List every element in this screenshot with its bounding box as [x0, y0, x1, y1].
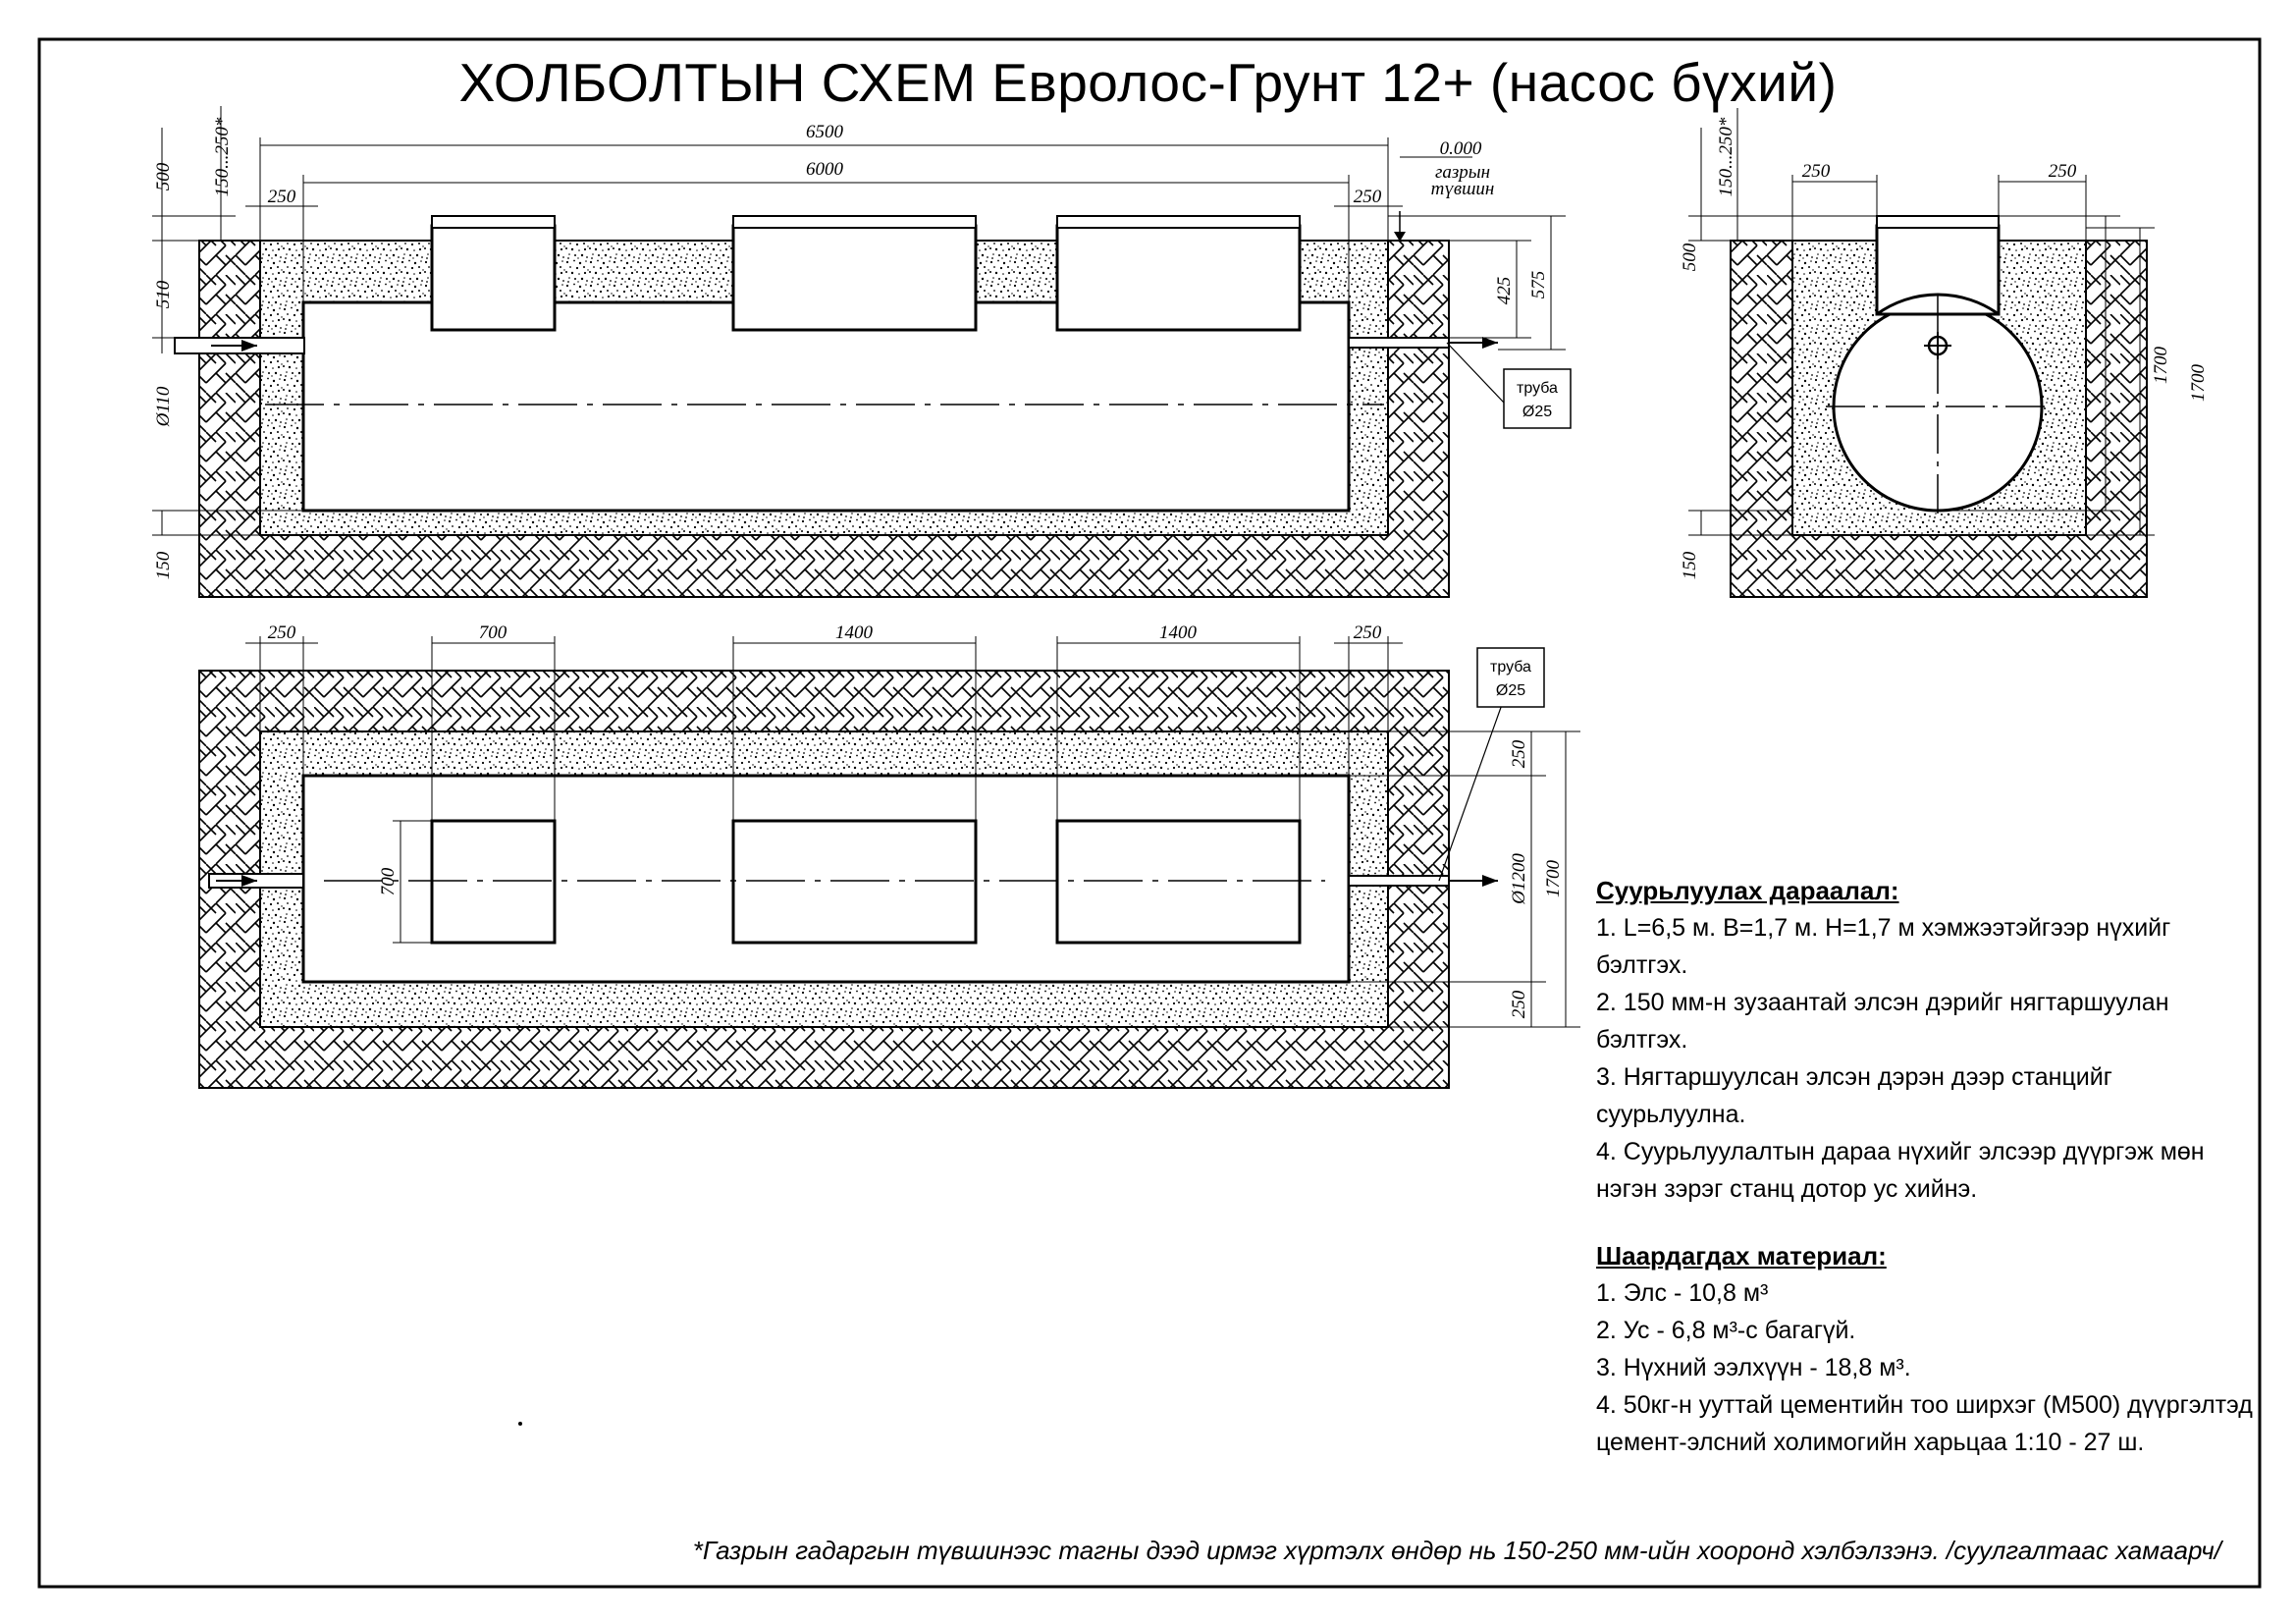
outlet-pipe	[1349, 876, 1449, 886]
module-opening	[733, 821, 976, 943]
outlet-pipe	[1349, 338, 1449, 348]
tank-neck	[1057, 226, 1300, 330]
side-view	[152, 106, 1571, 597]
module-opening	[1057, 821, 1300, 943]
footnote: *Газрын гадаргын түвшинээс тагны дээд ирмэг хүртэлх өндөр нь 150-250 мм-ийн хооронд хэлбэлзэнэ. /суулгалтаас хамаарч/	[692, 1536, 2221, 1565]
pipe-label: труба	[1490, 659, 1531, 676]
tank-neck	[432, 226, 555, 330]
dim-plan-module-height: 700	[378, 867, 399, 896]
material-item: 4. 50кг-н ууттай цементийн тоо ширхэг (М500) дүүргэлтэд цемент-элсний холимогийн харьцаа 1:10 - 27 ш.	[1596, 1391, 2253, 1456]
dim-end-bottom: 150	[1680, 551, 1700, 580]
tank-lid	[1057, 216, 1300, 228]
ground-level-value: 0.000	[1439, 138, 1482, 159]
dim-end-height-1: 1700	[2151, 347, 2171, 384]
installation-step: 4. Суурьлуулалтын дараа нүхийг элсээр дүүргэж мөн нэгэн зэрэг станц дотор ус хийнэ.	[1596, 1138, 2205, 1203]
dim-inlet-depth: 510	[153, 280, 174, 309]
end-view	[1680, 108, 2209, 597]
pipe-label: труба	[1517, 380, 1558, 397]
dim-plan-side-top: 250	[1509, 739, 1529, 769]
materials-heading: Шаардагдах материал:	[1596, 1241, 1887, 1271]
dim-total-length: 6500	[806, 122, 843, 142]
installation-step: 2. 150 мм-н зузаантай элсэн дэрийг нягтаршуулан бэлтгэх.	[1596, 989, 2169, 1054]
dim-plan-module-1: 700	[478, 622, 507, 643]
dim-inlet-diameter: Ø110	[153, 386, 174, 427]
dim-end-gap-left: 250	[1801, 161, 1831, 182]
material-item: 1. Элс - 10,8 м³	[1596, 1279, 1769, 1307]
module-opening	[432, 821, 555, 943]
dim-tank-length: 6000	[806, 159, 843, 180]
material-item: 2. Ус - 6,8 м³-с багагүй.	[1596, 1317, 1856, 1344]
material-item: 3. Нүхний ээлхүүн - 18,8 м³.	[1596, 1354, 1911, 1381]
notes-panel	[1596, 872, 2264, 1461]
ground-level-label: түвшин	[1430, 179, 1495, 199]
dim-plan-module-3: 1400	[1159, 622, 1197, 643]
tank-body	[303, 302, 1349, 511]
pipe-diameter: Ø25	[1495, 682, 1526, 699]
dim-top-cover: 500	[153, 162, 174, 191]
dim-end-gap-right: 250	[2048, 161, 2077, 182]
installation-step: 3. Нягтаршуулсан элсэн дэрэн дээр станцийг суурьлуулна.	[1596, 1063, 2112, 1128]
dim-plan-gap-right: 250	[1353, 622, 1382, 643]
dim-outlet-depth-2: 575	[1528, 270, 1549, 299]
tank-lid	[733, 216, 976, 228]
stray-dot	[518, 1422, 522, 1426]
installation-heading: Суурьлуулах дараалал:	[1596, 876, 1899, 905]
tank-neck	[733, 226, 976, 330]
tank-lid	[432, 216, 555, 228]
page-title: ХОЛБОЛТЫН СХЕМ Евролос-Грунт 12+ (насос бүхий)	[458, 52, 1838, 113]
dim-end-top-range: 150...250*	[1716, 117, 1736, 197]
plan-view	[199, 622, 1580, 1088]
dim-gap-right: 250	[1353, 187, 1382, 207]
dim-gap-left: 250	[267, 187, 296, 207]
dim-plan-gap-left: 250	[267, 622, 296, 643]
tank-lid	[1877, 216, 1999, 228]
dim-outlet-depth-1: 425	[1494, 276, 1515, 305]
dim-end-top-cover: 500	[1680, 243, 1700, 272]
pipe-diameter: Ø25	[1522, 404, 1553, 420]
dim-plan-module-2: 1400	[835, 622, 873, 643]
dim-plan-side-bottom: 250	[1509, 990, 1529, 1019]
dim-bottom: 150	[153, 551, 174, 580]
dim-plan-tank-diameter: Ø1200	[1509, 853, 1529, 904]
installation-step: 1. L=6,5 м. В=1,7 м. Н=1,7 м хэмжээтэйгээр нүхийг бэлтгэх.	[1596, 914, 2171, 979]
dim-plan-width-total: 1700	[1543, 860, 1564, 897]
dim-top-range: 150...250*	[212, 117, 233, 197]
dim-end-height-2: 1700	[2188, 364, 2209, 402]
ground-level-label: газрын	[1434, 162, 1491, 183]
